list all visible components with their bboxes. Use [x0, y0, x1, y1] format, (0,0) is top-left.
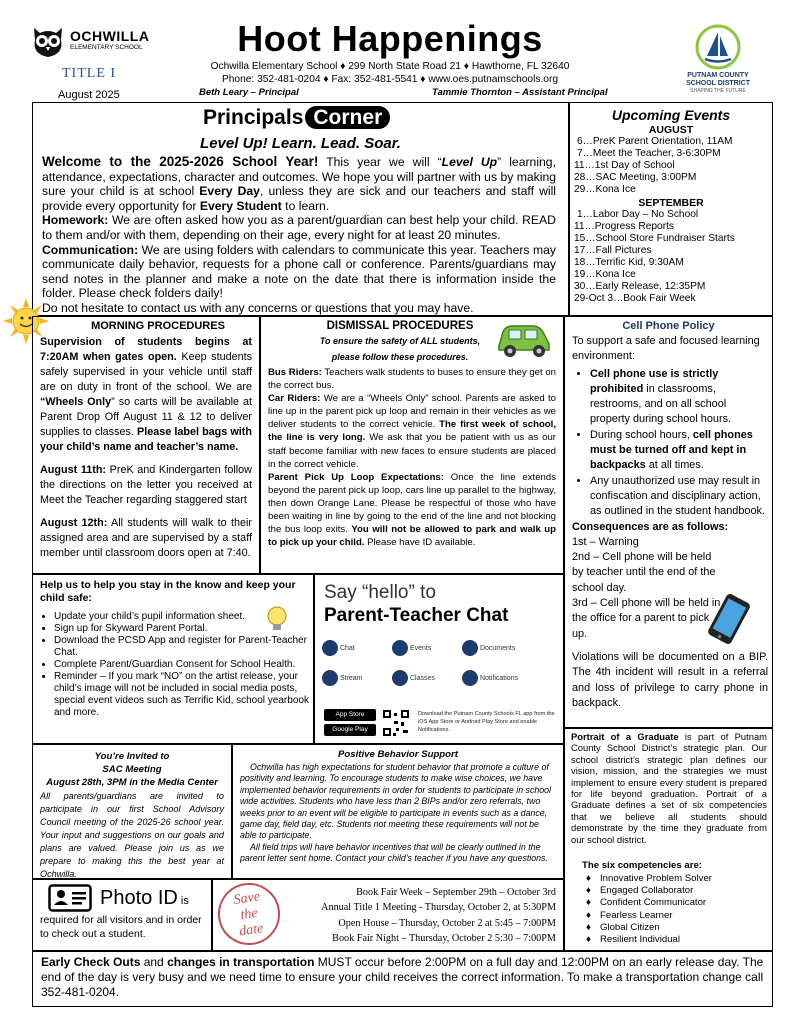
- app-store-badge[interactable]: App Store: [324, 709, 376, 721]
- principals-corner-heading: [203, 106, 390, 132]
- dismissal-procedures-body: [268, 366, 556, 549]
- save-date-item: Book Fair Night – Thursday, October 2 5:30 – 7:00PM: [332, 933, 556, 945]
- footer-text: Early Check Outs and changes in transportation MUST occur before 2:00PM on a full day and 12:00PM on an early release day. The end of the day is very busy and we need time to ensure your child receives the correct information. To make a transportation change call 352-481-0204.: [41, 955, 764, 1000]
- event-item: 29…Kona Ice: [574, 184, 636, 195]
- cell-phone-policy-title: Cell Phone Policy: [622, 320, 715, 332]
- ptc-feature-notifications: Notifications: [462, 670, 518, 686]
- school-logo-sub: ELEMENTARY SCHOOL: [70, 44, 143, 51]
- district-logo-line2: SCHOOL DISTRICT: [685, 80, 751, 87]
- diamond-bullet-icon: ♦: [586, 885, 591, 897]
- owl-icon: [30, 24, 66, 58]
- competencies-list: [586, 873, 766, 946]
- principal-name: Beth Leary – Principal: [199, 87, 299, 98]
- consequences-label: Consequences are as follows:: [572, 520, 729, 533]
- ptc-feature-stream: Stream: [322, 670, 363, 686]
- car-icon: [495, 320, 553, 360]
- morning-paragraph-3: August 12th: All students will walk to their assigned area and are supervised by a staff member until classroom doors open at 7:40.: [40, 517, 252, 559]
- portrait-graduate-body: Portrait of a Graduate is part of Putnam County School District’s strategic plan. Our school district’s strategic plan defines our vision, mission, and the strategies we must implement to ensure every student is prepared for life beyond graduation. Portrait of a Graduate defines a set of six competencies that we believe all students should demonstrate by the time they graduate from our school district.: [571, 731, 767, 845]
- district-logo: [670, 24, 766, 100]
- competency-item: ♦ Engaged Collaborator: [586, 885, 694, 897]
- principals-corner-title-b: Corner: [305, 106, 390, 129]
- ptc-title: Parent-Teacher Chat: [324, 605, 509, 626]
- help-us-list: [40, 611, 322, 719]
- newsletter-title: Hoot Happenings: [237, 18, 543, 59]
- consequence-2: 2nd – Cell phone will be held by teacher until the end of the school day.: [572, 551, 716, 594]
- violations-text: Violations will be documented on a BIP. The 4th incident will result in a referral and loss of privilege to carry phone in backpack.: [572, 650, 768, 709]
- district-logo-line1: PUTNAM COUNTY: [687, 72, 749, 79]
- event-item: 29-Oct 3…Book Fair Week: [574, 293, 696, 304]
- photo-id-text: required for all visitors and in order to check out a student.: [40, 914, 202, 940]
- cell-rules-list: [572, 367, 768, 520]
- september-events-list: [574, 209, 770, 305]
- folder-icon: [462, 640, 478, 656]
- save-the-date-list: [280, 885, 556, 947]
- morning-paragraph-1: Supervision of students begins at 7:20AM when gates open. Keep students safely supervised in your vehicle until staff are on duty in front of the school. We are “Wheels Only” so carts will be available at Parent Drop Off August 11 & 12 to deliver supplies to classes. Please label bags with your child’s name and teacher’s name.: [40, 336, 252, 453]
- morning-procedures-title: MORNING PROCEDURES: [91, 320, 225, 332]
- school-contact: Phone: 352-481-0204 ♦ Fax: 352-481-5541 ♦ www.oes.putnamschools.org: [221, 74, 559, 85]
- competency-item: ♦ Global Citizen: [586, 921, 660, 933]
- stamp-line-3: date: [238, 921, 265, 940]
- august-events-list: [574, 136, 770, 196]
- id-card-icon: [48, 884, 92, 912]
- stamp-line-2: the: [239, 905, 259, 924]
- save-date-item: Annual Title 1 Meeting - Thursday, October 2, at 5:30PM: [321, 902, 556, 914]
- calendar-icon: [392, 640, 408, 656]
- consequence-3: 3rd – Cell phone will be held in the office for a parent to pick up.: [572, 597, 721, 640]
- diamond-bullet-icon: ♦: [586, 934, 591, 946]
- sac-meeting-title: SAC Meeting: [102, 764, 162, 775]
- pick-up-loop-paragraph: Parent Pick Up Loop Expectations: Once the line extends beyond the parent pick up loop, cars line up parallel to the highway, then down Orange Lane. Please be respectful of those who have been waiting in line by going to the end of the line and not blocking the bus loop exits. You will not be allowed to park and walk up to pick up your child. Please have ID available.: [268, 471, 557, 549]
- event-item: 18…Terrific Kid, 9:30AM: [574, 257, 684, 268]
- competencies-title: The six competencies are:: [582, 860, 702, 871]
- dismissal-procedures-title: DISMISSAL PROCEDURES: [326, 320, 474, 332]
- event-item: 6…PreK Parent Orientation, 11AM: [577, 136, 733, 147]
- competency-item: ♦ Fearless Learner: [586, 909, 673, 921]
- assistant-principal-name: Tammie Thornton – Assistant Principal: [432, 87, 608, 98]
- qr-code-icon: [382, 709, 410, 737]
- bus-riders-paragraph: Bus Riders: Teachers walk students to buses to ensure they get on the correct bus.: [268, 367, 557, 392]
- photo-id-heading: Photo ID is: [100, 887, 189, 909]
- ptc-download-text: Download the Putnam County Schools FL app from the iOS App Store or Android Play Store and enable Notifications.: [418, 711, 555, 733]
- bell-icon: [462, 670, 478, 686]
- competency-item: ♦ Confident Communicator: [586, 897, 707, 909]
- event-item: 19…Kona Ice: [574, 269, 636, 280]
- september-label: SEPTEMBER: [638, 197, 704, 209]
- ptc-feature-chat: Chat: [322, 640, 355, 656]
- help-item: • Sign up for Skyward Parent Portal.: [54, 623, 322, 635]
- ptc-feature-events: Events: [392, 640, 431, 656]
- school-address: Ochwilla Elementary School ♦ 299 North State Road 21 ♦ Hawthorne, FL 32640: [210, 61, 570, 72]
- save-date-item: Book Fair Week – September 29th – October 3rd: [356, 887, 556, 898]
- event-item: 7…Meet the Teacher, 3-6:30PM: [577, 148, 721, 159]
- pbs-paragraph-1: Ochwilla has high expectations for student behavior that promote a culture of positivity and learning. To encourage students to make wise choices, we have implemented behavior requirements in order for students to participate in school wide activities. Students who have less than 2 BIPs and/or zero referrals, two weeks prior to an event will be eligible to participate in events such as a dance, game day, field day, etc. Students not meeting these requirements will not be able to participate.: [240, 762, 551, 841]
- communication-paragraph: Communication: We are using folders with calendars to communicate this year. Teachers may communicate daily behavior, requests for a phone call or conference. Parents/guardians may send notes in the planner and make a note on the date that there is information inside the folder. Please check folders daily!: [42, 242, 556, 301]
- cell-intro: To support a safe and focused learning environment:: [572, 335, 760, 363]
- district-logo-line3: SHAPING THE FUTURE: [690, 88, 746, 94]
- diamond-bullet-icon: ♦: [586, 909, 591, 921]
- save-date-item: Open House – Thursday, October 2 at 5:45 – 7:00PM: [338, 917, 556, 929]
- chat-icon: [322, 640, 338, 656]
- event-item: 30…Early Release, 12:35PM: [574, 281, 706, 292]
- upcoming-events-title: Upcoming Events: [611, 107, 731, 123]
- ptc-say-hello: Say “hello” to: [324, 582, 436, 603]
- diamond-bullet-icon: ♦: [586, 921, 591, 933]
- event-item: 11…1st Day of School: [574, 160, 675, 171]
- event-item: 28…SAC Meeting, 3:00PM: [574, 172, 697, 183]
- homework-paragraph: Homework: We are often asked how you as a parent/guardian can best help your child. READ to them and/or with them, depending on their age, every night for at least 20 minutes.: [42, 213, 556, 242]
- pbs-title: Positive Behavior Support: [338, 749, 458, 760]
- cell-rule: • During school hours, cell phones must be turned off and kept in backpacks at all times.: [590, 428, 768, 474]
- ptc-features: [322, 640, 562, 692]
- help-us-title: Help us to help you stay in the know and keep your child safe:: [40, 579, 296, 604]
- car-riders-paragraph: Car Riders: We are a “Wheels Only” school. Parents are asked to line up in the parent pick up loop and remain in their vehicles as we deliver students to the correct vehicle. The first week of school, the line is very long. We ask that you be patient with us as our staff become familiar with new faces to ensure students are placed in the correct vehicle.: [268, 393, 557, 470]
- sac-body: All parents/guardians are invited to participate in our first School Advisory Council meeting of the 2025-26 school year. Your input and suggestions on our goals and plans are valued. Please join us as we prepare to making this the best year at Ochwilla.: [40, 791, 224, 879]
- classes-icon: [392, 670, 408, 686]
- principals-corner-body: [42, 155, 556, 316]
- title1-logo: TITLE I: [62, 66, 117, 81]
- stamp-line-1: Save: [232, 889, 261, 908]
- sailboat-logo-icon: [695, 24, 741, 70]
- help-item: • Update your child’s pupil information sheet.: [54, 611, 322, 623]
- sac-meeting-time: August 28th, 3PM in the Media Center: [46, 777, 218, 788]
- dismissal-subtitle-2: please follow these procedures.: [331, 352, 469, 362]
- ptc-feature-documents: Documents: [462, 640, 515, 656]
- cell-phone-policy-body: [572, 334, 768, 711]
- cell-rule: • Any unauthorized use may result in confiscation and disciplinary action, as outlined in the student handbook.: [590, 474, 768, 520]
- pbs-paragraph-2: All field trips will have behavior incentives that will be clearly outlined in the parent letter sent home. Contact your child’s teacher if you have any questions.: [240, 841, 548, 864]
- google-play-badge[interactable]: Google Play: [324, 724, 376, 736]
- morning-paragraph-2: August 11th: PreK and Kindergarten follow the directions on the letter you received at Meet the Teacher regarding staggered start: [40, 464, 252, 506]
- school-logo-name: OCHWILLA: [70, 28, 150, 44]
- pbs-body: [240, 762, 556, 865]
- school-logo: [30, 24, 150, 60]
- contact-line: Do not hesitate to contact us with any concerns or questions that you may have.: [42, 300, 474, 315]
- help-item: • Download the PCSD App and register for Parent-Teacher Chat.: [54, 635, 322, 659]
- help-item: • Complete Parent/Guardian Consent for School Health.: [54, 659, 322, 671]
- event-item: 11…Progress Reports: [574, 221, 675, 232]
- issue-date: August 2025: [58, 89, 120, 101]
- principals-corner-title-a: Principals: [203, 106, 304, 129]
- sac-invite-line: You’re Invited to: [94, 751, 170, 762]
- event-item: 15…School Store Fundraiser Starts: [574, 233, 735, 244]
- event-item: 17…Fall Pictures: [574, 245, 652, 256]
- dismissal-subtitle-1: To ensure the safety of ALL students,: [319, 336, 481, 346]
- ptc-feature-classes: Classes: [392, 670, 435, 686]
- consequence-1: 1st – Warning: [572, 535, 639, 548]
- diamond-bullet-icon: ♦: [586, 897, 591, 909]
- diamond-bullet-icon: ♦: [586, 873, 591, 884]
- welcome-paragraph: Welcome to the 2025-2026 School Year! This year we will “Level Up” learning, attendance, expectations, character and outcomes. We hope you will partner with us by making sure your child is at school Every Day, unless they are sick and our teachers and staff will provide every opportunity for Every Student to learn.: [42, 154, 556, 213]
- august-label: AUGUST: [648, 124, 694, 136]
- help-item: • Reminder – If you mark “NO” on the artist release, your child’s image will not be included in social media posts, special event videos such as Terrific Kid, school yearbook and more.: [54, 671, 322, 719]
- cell-rule: • Cell phone use is strictly prohibited in classrooms, restrooms, and on all school property during school hours.: [590, 367, 768, 428]
- principals-tagline: Level Up! Learn. Lead. Soar.: [200, 135, 401, 152]
- stream-icon: [322, 670, 338, 686]
- morning-procedures-body: [40, 335, 252, 561]
- event-item: 1…Labor Day – No School: [577, 209, 699, 220]
- competency-item: ♦ Resilient Individual: [586, 934, 680, 946]
- competency-item: ♦ Innovative Problem Solver: [586, 873, 712, 884]
